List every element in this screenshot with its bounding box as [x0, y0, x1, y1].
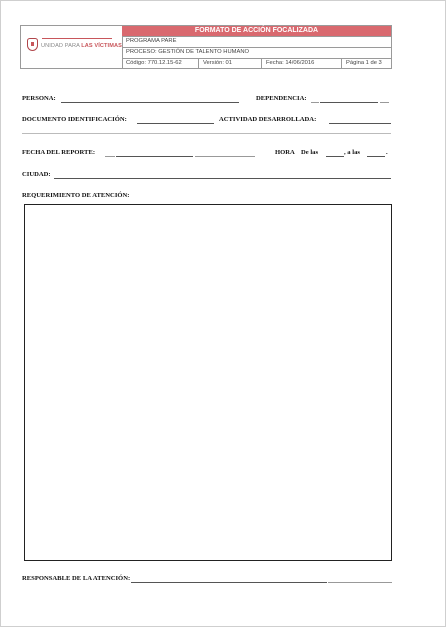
responsable-field[interactable]: [131, 582, 327, 583]
ciudad-field[interactable]: [54, 178, 391, 179]
logo-text: UNIDAD PARA LAS VÍCTIMAS: [41, 43, 122, 49]
fecha-label: FECHA DEL REPORTE:: [22, 149, 96, 156]
actividad-field[interactable]: [329, 123, 391, 124]
requerimiento-label: REQUERIMIENTO DE ATENCIÓN:: [22, 192, 130, 199]
requerimiento-textbox[interactable]: [24, 204, 392, 561]
dependencia-field-end: [380, 102, 389, 103]
hora-label: HORA: [275, 149, 295, 156]
persona-label: PERSONA:: [22, 95, 56, 102]
responsable-field-end: [328, 582, 392, 583]
document-meta-row: [122, 58, 391, 69]
coat-of-arms-icon: [27, 38, 38, 51]
hora-a-label: , a las: [344, 149, 360, 156]
documento-field[interactable]: [137, 123, 214, 124]
hora-de-label: De las: [301, 149, 319, 156]
fecha-field-start: [105, 156, 115, 157]
logo-divider: [42, 38, 112, 39]
dependencia-field[interactable]: [320, 102, 378, 103]
page-number: Página 1 de 3: [346, 60, 382, 66]
hora-end-mark: .: [386, 149, 388, 156]
program-name: PROGRAMA PARE: [122, 36, 391, 46]
document-version: Versión: 01: [199, 59, 262, 69]
persona-field[interactable]: [61, 102, 239, 103]
process-name: PROCESO: GESTIÓN DE TALENTO HUMANO: [122, 47, 391, 57]
hora-end-field[interactable]: [367, 156, 385, 157]
fecha-field-end: [195, 156, 255, 157]
document-date: Fecha: 14/06/2016: [262, 59, 342, 69]
fecha-field[interactable]: [116, 156, 193, 157]
hora-start-field[interactable]: [326, 156, 344, 157]
document-header: [20, 25, 392, 69]
dependencia-label: DEPENDENCIA:: [256, 95, 307, 102]
document-code: Código: 770.12.15-62: [122, 59, 199, 69]
ciudad-label: CIUDAD:: [22, 171, 51, 178]
actividad-label: ACTIVIDAD DESARROLLADA:: [219, 116, 317, 123]
actividad-field-continuation[interactable]: [22, 133, 391, 134]
dependencia-field-start: [311, 102, 319, 103]
responsable-label: RESPONSABLE DE LA ATENCIÓN:: [22, 575, 131, 582]
form-title: FORMATO DE ACCIÓN FOCALIZADA: [122, 26, 391, 36]
documento-label: DOCUMENTO IDENTIFICACIÓN:: [22, 116, 127, 123]
logo: [21, 26, 123, 68]
